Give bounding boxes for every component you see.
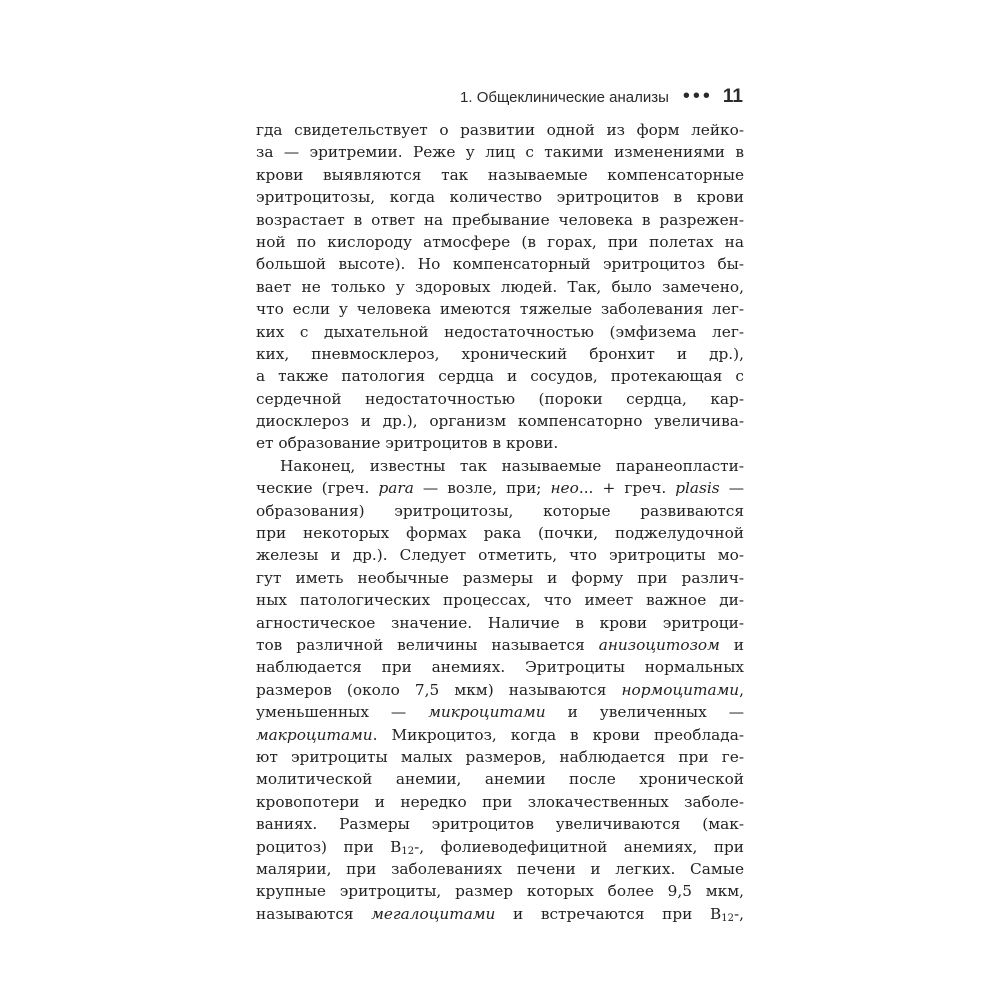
text-line — [256, 253, 744, 275]
text-line — [256, 164, 744, 186]
text-segment: ваниях. Размеры эритроцитов увеличиваются (мак- — [256, 815, 744, 834]
text-segment: крови выявляются так называемые компенсаторные — [256, 165, 744, 184]
text-segment: диосклероз и др.), организм компенсаторно увеличива- — [256, 412, 744, 431]
text-line — [256, 612, 744, 634]
text-segment: ких, пневмосклероз, хронический бронхит и др.), — [256, 344, 744, 363]
text-segment: Наконец, известны так называемые паранеопласти- — [280, 456, 744, 475]
subscript: 12 — [721, 912, 734, 924]
text-line — [256, 544, 744, 566]
text-segment: и — [719, 635, 745, 654]
text-segment: называются — [256, 904, 372, 923]
text-line — [256, 321, 744, 343]
text-segment: — — [719, 479, 744, 498]
text-segment: ... + греч. — [578, 479, 676, 498]
page-header — [256, 84, 743, 110]
text-line — [256, 477, 744, 499]
text-segment: и встречаются при B — [495, 904, 722, 923]
italic-term: plasis — [675, 479, 720, 498]
text-line — [256, 298, 744, 320]
text-segment: ной по кислороду атмосфере (в горах, при полетах на — [256, 232, 744, 251]
text-line — [256, 746, 744, 768]
page-number: 11 — [722, 86, 743, 107]
text-line — [256, 522, 744, 544]
text-segment: вает не только у здоровых людей. Так, было замечено, — [256, 277, 744, 296]
italic-term: нормоцитами — [621, 680, 740, 699]
text-line — [256, 589, 744, 611]
italic-term: макроцитами — [256, 725, 373, 744]
text-line — [256, 634, 744, 656]
text-segment: возрастает в ответ на пребывание человека в разрежен- — [256, 210, 744, 229]
text-segment: кровопотери и нередко при злокачественных заболе- — [256, 792, 744, 811]
header-dots-ornament: ••• — [682, 84, 713, 107]
text-line — [256, 432, 744, 454]
text-line — [256, 679, 744, 701]
text-segment: уменьшенных — — [256, 703, 429, 722]
text-line — [256, 231, 744, 253]
body-text — [256, 119, 744, 925]
text-segment: железы и др.). Следует отметить, что эритроциты мо- — [256, 546, 744, 565]
text-segment: агностическое значение. Наличие в крови эритроци- — [256, 613, 744, 632]
text-line — [256, 119, 744, 141]
text-segment: молитической анемии, анемии после хронической — [256, 770, 744, 789]
text-segment: гда свидетельствует о развитии одной из форм лейко- — [256, 121, 744, 139]
text-segment: что если у человека имеются тяжелые заболевания лег- — [256, 300, 744, 319]
text-line — [256, 276, 744, 298]
text-segment: гут иметь необычные размеры и форму при различ- — [256, 568, 744, 587]
text-line — [256, 701, 744, 723]
text-line — [256, 903, 744, 925]
text-segment: крупные эритроциты, размер которых более 9,5 мкм, — [256, 882, 744, 901]
text-line — [256, 567, 744, 589]
text-line — [256, 791, 744, 813]
text-line — [256, 724, 744, 746]
text-segment: ных патологических процессах, что имеет важное ди- — [256, 591, 744, 610]
text-segment: ких с дыхательной недостаточностью (эмфизема лег- — [256, 322, 744, 341]
text-line — [256, 858, 744, 880]
text-segment: тов различной величины называется — [256, 635, 599, 654]
text-segment: большой высоте). Но компенсаторный эритроцитоз бы- — [256, 255, 744, 274]
text-line — [256, 836, 744, 858]
italic-term: мегалоцитами — [371, 904, 496, 923]
text-segment: , — [739, 680, 744, 699]
text-line — [256, 768, 744, 790]
text-segment: ет образование эритроцитов в крови. — [256, 434, 559, 453]
text-line — [256, 410, 744, 432]
text-segment: малярии, при заболеваниях печени и легких. Самые — [256, 859, 744, 878]
italic-term: анизоцитозом — [598, 635, 720, 654]
text-line — [256, 365, 744, 387]
italic-term: para — [378, 479, 414, 498]
text-line — [256, 880, 744, 902]
text-segment: роцитоз) при B — [256, 837, 402, 856]
text-segment: за — эритремии. Реже у лиц с такими изменениями в — [256, 143, 744, 162]
subscript: 12 — [401, 845, 415, 857]
text-line — [256, 656, 744, 678]
text-segment: размеров (около 7,5 мкм) называются — [256, 680, 622, 699]
text-line — [256, 141, 744, 163]
text-line — [256, 388, 744, 410]
text-segment: эритроцитозы, когда количество эритроцитов в крови — [256, 188, 744, 207]
text-segment: ческие (греч. — [256, 479, 379, 498]
text-segment: образования) эритроцитозы, которые развиваются — [256, 501, 744, 520]
text-segment: и увеличенных — — [545, 703, 744, 722]
text-segment: при некоторых формах рака (почки, поджелудочной — [256, 524, 744, 543]
text-line — [256, 455, 744, 477]
text-segment: а также патология сердца и сосудов, протекающая с — [256, 367, 744, 386]
text-segment: сердечной недостаточностью (пороки сердца, кар- — [256, 389, 744, 408]
text-segment: . Микроцитоз, когда в крови преоблада- — [372, 725, 744, 744]
text-segment: -, — [733, 904, 744, 923]
text-line — [256, 343, 744, 365]
running-title: 1. Общеклинические анализы — [460, 88, 669, 106]
text-line — [256, 186, 744, 208]
text-line — [256, 813, 744, 835]
text-segment: — возле, при; — [413, 479, 551, 498]
text-line — [256, 209, 744, 231]
text-segment: -, фолиеводефицитной анемиях, при — [414, 837, 745, 856]
italic-term: нео — [550, 479, 579, 498]
text-line — [256, 500, 744, 522]
text-segment: ют эритроциты малых размеров, наблюдается при ге- — [256, 747, 744, 766]
italic-term: микроцитами — [428, 703, 546, 722]
text-segment: наблюдается при анемиях. Эритроциты нормальных — [256, 658, 744, 677]
